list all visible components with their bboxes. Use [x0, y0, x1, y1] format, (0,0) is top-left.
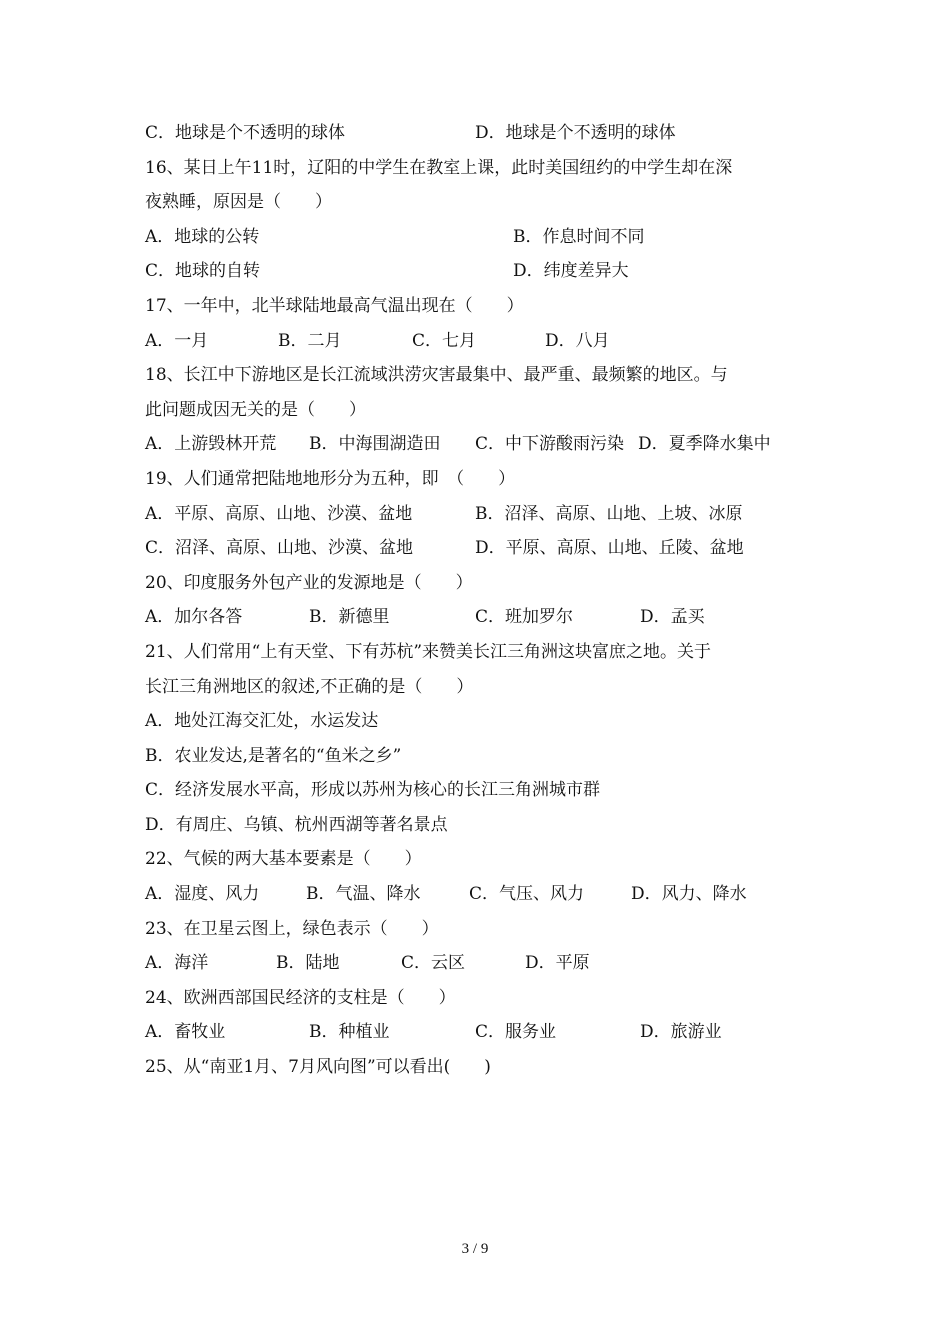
q19-option-b: B．沼泽、高原、山地、上坡、冰原 [475, 503, 743, 524]
q23-options-row [145, 946, 815, 981]
q23-option-c: C．云区 [401, 953, 466, 974]
q20-stem: 20、印度服务外包产业的发源地是（ ） [145, 572, 473, 593]
q24-stem: 24、欧洲西部国民经济的支柱是（ ） [145, 987, 456, 1008]
q19-stem: 19、人们通常把陆地地形分为五种，即 （ ） [145, 468, 516, 489]
q16-options-row-1 [145, 220, 815, 255]
q16-option-d: D．纬度差异大 [513, 261, 629, 282]
q17-option-a: A．一月 [145, 330, 209, 351]
q22-option-b: B．气温、降水 [306, 884, 421, 905]
q21-stem-line-2: 长江三角洲地区的叙述,不正确的是（ ） [145, 676, 474, 697]
q21-option-a: A．地处江海交汇处，水运发达 [145, 711, 379, 732]
q22-option-a: A．湿度、风力 [145, 884, 260, 905]
q20-options-row [145, 600, 815, 635]
q21-option-b: B．农业发达,是著名的“鱼米之乡” [145, 745, 402, 766]
q17-option-d: D．八月 [545, 330, 610, 351]
q16-stem-line-2: 夜熟睡，原因是（ ） [145, 192, 332, 213]
q20-option-c: C．班加罗尔 [475, 607, 574, 628]
q22-option-d: D．风力、降水 [631, 884, 747, 905]
q18-options-row [145, 427, 815, 462]
q17-options-row [145, 324, 815, 359]
q19-option-a: A．平原、高原、山地、沙漠、盆地 [145, 503, 413, 524]
q22-stem: 22、气候的两大基本要素是（ ） [145, 849, 422, 870]
q24-option-d: D．旅游业 [640, 1022, 722, 1043]
q19-options-row-1 [145, 497, 815, 532]
q24-option-a: A．畜牧业 [145, 1022, 226, 1043]
q16-options-row-2 [145, 254, 815, 289]
q17-option-b: B．二月 [278, 330, 342, 351]
q18-option-b: B．中海围湖造田 [309, 434, 441, 455]
page-number: 3 / 9 [461, 1241, 489, 1257]
q24-options-row [145, 1015, 815, 1050]
q23-stem: 23、在卫星云图上，绿色表示（ ） [145, 918, 439, 939]
q15-options-row [145, 116, 815, 151]
q16-option-b: B．作息时间不同 [513, 226, 645, 247]
q20-option-d: D．孟买 [640, 607, 705, 628]
q22-option-c: C．气压、风力 [469, 884, 585, 905]
q24-option-b: B．种植业 [309, 1022, 390, 1043]
q21-option-c: C．经济发展水平高，形成以苏州为核心的长江三角洲城市群 [145, 780, 601, 801]
q15-option-d: D．地球是个不透明的球体 [475, 123, 676, 143]
q17-option-c: C．七月 [412, 330, 477, 351]
q19-option-c: C．沼泽、高原、山地、沙漠、盆地 [145, 538, 414, 559]
q18-option-c: C．中下游酸雨污染 [475, 434, 625, 455]
q20-option-b: B．新德里 [309, 607, 390, 628]
question-list [145, 116, 815, 1085]
q17-stem: 17、一年中，北半球陆地最高气温出现在（ ） [145, 295, 524, 316]
q23-option-a: A．海洋 [145, 953, 209, 974]
q18-option-a: A．上游毁林开荒 [145, 434, 277, 455]
q22-options-row [145, 877, 815, 912]
q16-stem-line-1: 16、某日上午11时，辽阳的中学生在教室上课，此时美国纽约的中学生却在深 [145, 157, 733, 178]
q19-options-row-2 [145, 531, 815, 566]
q16-option-a: A．地球的公转 [145, 226, 260, 247]
q23-option-d: D．平原 [525, 953, 590, 974]
q16-option-c: C．地球的自转 [145, 261, 261, 282]
q18-stem-line-1: 18、长江中下游地区是长江流域洪涝灾害最集中、最严重、最频繁的地区。与 [145, 365, 728, 386]
q18-option-d: D．夏季降水集中 [638, 434, 771, 455]
q21-option-d: D．有周庄、乌镇、杭州西湖等著名景点 [145, 814, 448, 835]
q24-option-c: C．服务业 [475, 1022, 557, 1043]
q23-option-b: B．陆地 [276, 953, 340, 974]
q25-stem: 25、从“南亚1月、7月风向图”可以看出( ) [145, 1057, 491, 1078]
q21-stem-line-1: 21、人们常用“上有天堂、下有苏杭”来赞美长江三角洲这块富庶之地。关于 [145, 641, 712, 662]
q19-option-d: D．平原、高原、山地、丘陵、盆地 [475, 538, 744, 559]
q18-stem-line-2: 此问题成因无关的是（ ） [145, 399, 366, 420]
q20-option-a: A．加尔各答 [145, 607, 243, 628]
q15-option-c: C．地球是个不透明的球体 [145, 123, 346, 143]
